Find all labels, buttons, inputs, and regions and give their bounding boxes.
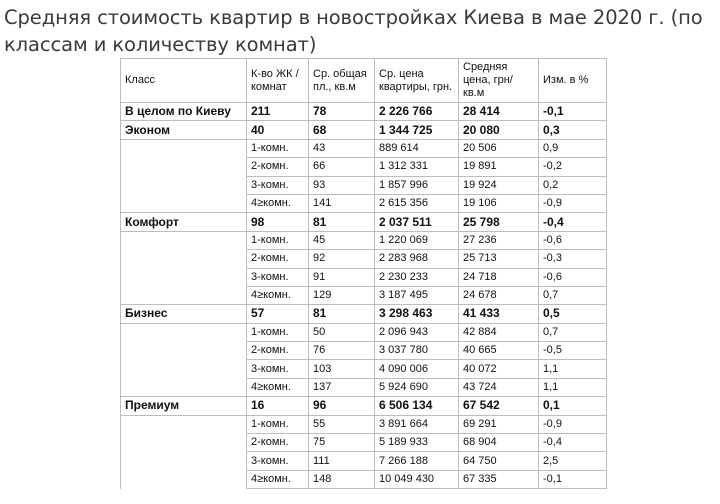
room-row — [121, 323, 607, 341]
room-type-cell: 3-комн. — [247, 268, 309, 286]
value-cell: 25 713 — [459, 250, 539, 268]
empty-class-cell — [121, 268, 247, 286]
room-row — [121, 158, 607, 176]
summary-value-cell: 28 414 — [459, 103, 539, 121]
value-cell: 137 — [309, 378, 375, 396]
value-cell: -0,2 — [539, 158, 607, 176]
value-cell: 92 — [309, 250, 375, 268]
room-row — [121, 176, 607, 194]
table-body — [121, 103, 607, 489]
summary-value-cell: -0,1 — [539, 103, 607, 121]
class-name-cell: Бизнес — [121, 305, 247, 323]
value-cell: 3 891 664 — [375, 415, 459, 433]
summary-value-cell: 96 — [309, 397, 375, 415]
value-cell: 2,5 — [539, 452, 607, 470]
value-cell: 1 220 069 — [375, 231, 459, 249]
value-cell: 68 904 — [459, 434, 539, 452]
summary-value-cell: 0,3 — [539, 121, 607, 139]
value-cell: 40 072 — [459, 360, 539, 378]
room-type-cell: 2-комн. — [247, 158, 309, 176]
value-cell: 19 106 — [459, 194, 539, 212]
room-row — [121, 194, 607, 212]
empty-class-cell — [121, 250, 247, 268]
room-row — [121, 452, 607, 470]
room-type-cell: 3-комн. — [247, 360, 309, 378]
summary-value-cell: 57 — [247, 305, 309, 323]
room-row — [121, 139, 607, 157]
value-cell: -0,4 — [539, 434, 607, 452]
summary-value-cell: 2 226 766 — [375, 103, 459, 121]
summary-value-cell: 20 080 — [459, 121, 539, 139]
class-summary-row — [121, 121, 607, 139]
room-type-cell: 2-комн. — [247, 342, 309, 360]
value-cell: -0,9 — [539, 415, 607, 433]
empty-class-cell — [121, 323, 247, 341]
value-cell: 2 096 943 — [375, 323, 459, 341]
room-row — [121, 415, 607, 433]
value-cell: 129 — [309, 286, 375, 304]
value-cell: 0,2 — [539, 176, 607, 194]
value-cell: -0,1 — [539, 470, 607, 488]
room-type-cell: 1-комн. — [247, 231, 309, 249]
summary-value-cell: 211 — [247, 103, 309, 121]
room-row — [121, 231, 607, 249]
value-cell: 76 — [309, 342, 375, 360]
summary-value-cell: 67 542 — [459, 397, 539, 415]
value-cell: 3 187 495 — [375, 286, 459, 304]
value-cell: 4 090 006 — [375, 360, 459, 378]
class-name-cell: В целом по Киеву — [121, 103, 247, 121]
room-row — [121, 360, 607, 378]
value-cell: -0,6 — [539, 231, 607, 249]
room-row — [121, 434, 607, 452]
value-cell: 103 — [309, 360, 375, 378]
empty-class-cell — [121, 360, 247, 378]
empty-class-cell — [121, 415, 247, 433]
empty-class-cell — [121, 231, 247, 249]
column-header: Ср. цена квартиры, грн. — [375, 59, 459, 103]
page-title: Средняя стоимость квартир в новостройках Киева в мае 2020 г. (по классам и количеству комнат) — [4, 6, 703, 56]
column-header: Ср. общая пл., кв.м — [309, 59, 375, 103]
value-cell: 91 — [309, 268, 375, 286]
summary-value-cell: 6 506 134 — [375, 397, 459, 415]
summary-value-cell: 81 — [309, 213, 375, 231]
value-cell: 111 — [309, 452, 375, 470]
summary-value-cell: 0,1 — [539, 397, 607, 415]
summary-value-cell: 41 433 — [459, 305, 539, 323]
summary-value-cell: 3 298 463 — [375, 305, 459, 323]
room-row — [121, 470, 607, 488]
summary-value-cell: 98 — [247, 213, 309, 231]
value-cell: 148 — [309, 470, 375, 488]
value-cell: 7 266 188 — [375, 452, 459, 470]
price-table — [120, 58, 607, 489]
value-cell: 67 335 — [459, 470, 539, 488]
room-type-cell: 4≥комн. — [247, 286, 309, 304]
room-type-cell: 4≥комн. — [247, 470, 309, 488]
class-name-cell: Комфорт — [121, 213, 247, 231]
value-cell: 1 312 331 — [375, 158, 459, 176]
room-row — [121, 342, 607, 360]
value-cell: 66 — [309, 158, 375, 176]
value-cell: 40 665 — [459, 342, 539, 360]
summary-value-cell: 68 — [309, 121, 375, 139]
empty-class-cell — [121, 452, 247, 470]
value-cell: 141 — [309, 194, 375, 212]
value-cell: 93 — [309, 176, 375, 194]
summary-value-cell: 16 — [247, 397, 309, 415]
empty-class-cell — [121, 158, 247, 176]
value-cell: -0,6 — [539, 268, 607, 286]
empty-class-cell — [121, 470, 247, 488]
value-cell: 24 718 — [459, 268, 539, 286]
room-type-cell: 1-комн. — [247, 415, 309, 433]
class-name-cell: Премиум — [121, 397, 247, 415]
room-type-cell: 3-комн. — [247, 452, 309, 470]
room-type-cell: 1-комн. — [247, 139, 309, 157]
value-cell: 50 — [309, 323, 375, 341]
summary-value-cell: 81 — [309, 305, 375, 323]
value-cell: 42 884 — [459, 323, 539, 341]
column-header: Средняя цена, грн/ кв.м — [459, 59, 539, 103]
column-header: К-во ЖК / комнат — [247, 59, 309, 103]
value-cell: -0,9 — [539, 194, 607, 212]
value-cell: 0,7 — [539, 286, 607, 304]
column-header: Класс — [121, 59, 247, 103]
value-cell: 19 924 — [459, 176, 539, 194]
value-cell: 3 037 780 — [375, 342, 459, 360]
value-cell: 1 857 996 — [375, 176, 459, 194]
class-summary-row — [121, 213, 607, 231]
column-header: Изм. в % — [539, 59, 607, 103]
room-type-cell: 2-комн. — [247, 250, 309, 268]
value-cell: 64 750 — [459, 452, 539, 470]
value-cell: 43 724 — [459, 378, 539, 396]
summary-value-cell: -0,4 — [539, 213, 607, 231]
summary-value-cell: 2 037 511 — [375, 213, 459, 231]
class-summary-row — [121, 305, 607, 323]
room-row — [121, 250, 607, 268]
value-cell: 27 236 — [459, 231, 539, 249]
value-cell: 19 891 — [459, 158, 539, 176]
value-cell: 24 678 — [459, 286, 539, 304]
value-cell: 20 506 — [459, 139, 539, 157]
room-type-cell: 2-комн. — [247, 434, 309, 452]
table-header-row — [121, 59, 607, 103]
value-cell: 69 291 — [459, 415, 539, 433]
empty-class-cell — [121, 286, 247, 304]
class-name-cell: Эконом — [121, 121, 247, 139]
empty-class-cell — [121, 378, 247, 396]
empty-class-cell — [121, 176, 247, 194]
class-summary-row — [121, 397, 607, 415]
room-row — [121, 286, 607, 304]
value-cell: 2 615 356 — [375, 194, 459, 212]
room-type-cell: 4≥комн. — [247, 194, 309, 212]
summary-value-cell: 1 344 725 — [375, 121, 459, 139]
value-cell: 2 230 233 — [375, 268, 459, 286]
value-cell: 0,9 — [539, 139, 607, 157]
value-cell: 889 614 — [375, 139, 459, 157]
summary-value-cell: 25 798 — [459, 213, 539, 231]
room-row — [121, 378, 607, 396]
room-type-cell: 1-комн. — [247, 323, 309, 341]
value-cell: 55 — [309, 415, 375, 433]
empty-class-cell — [121, 342, 247, 360]
empty-class-cell — [121, 434, 247, 452]
class-summary-row — [121, 103, 607, 121]
summary-value-cell: 78 — [309, 103, 375, 121]
room-type-cell: 4≥комн. — [247, 378, 309, 396]
value-cell: 5 924 690 — [375, 378, 459, 396]
value-cell: 0,7 — [539, 323, 607, 341]
room-type-cell: 3-комн. — [247, 176, 309, 194]
summary-value-cell: 40 — [247, 121, 309, 139]
value-cell: 1,1 — [539, 378, 607, 396]
empty-class-cell — [121, 194, 247, 212]
value-cell: 75 — [309, 434, 375, 452]
value-cell: 2 283 968 — [375, 250, 459, 268]
empty-class-cell — [121, 139, 247, 157]
value-cell: 45 — [309, 231, 375, 249]
value-cell: -0,3 — [539, 250, 607, 268]
room-row — [121, 268, 607, 286]
value-cell: 43 — [309, 139, 375, 157]
value-cell: 10 049 430 — [375, 470, 459, 488]
value-cell: 5 189 933 — [375, 434, 459, 452]
value-cell: -0,5 — [539, 342, 607, 360]
summary-value-cell: 0,5 — [539, 305, 607, 323]
value-cell: 1,1 — [539, 360, 607, 378]
